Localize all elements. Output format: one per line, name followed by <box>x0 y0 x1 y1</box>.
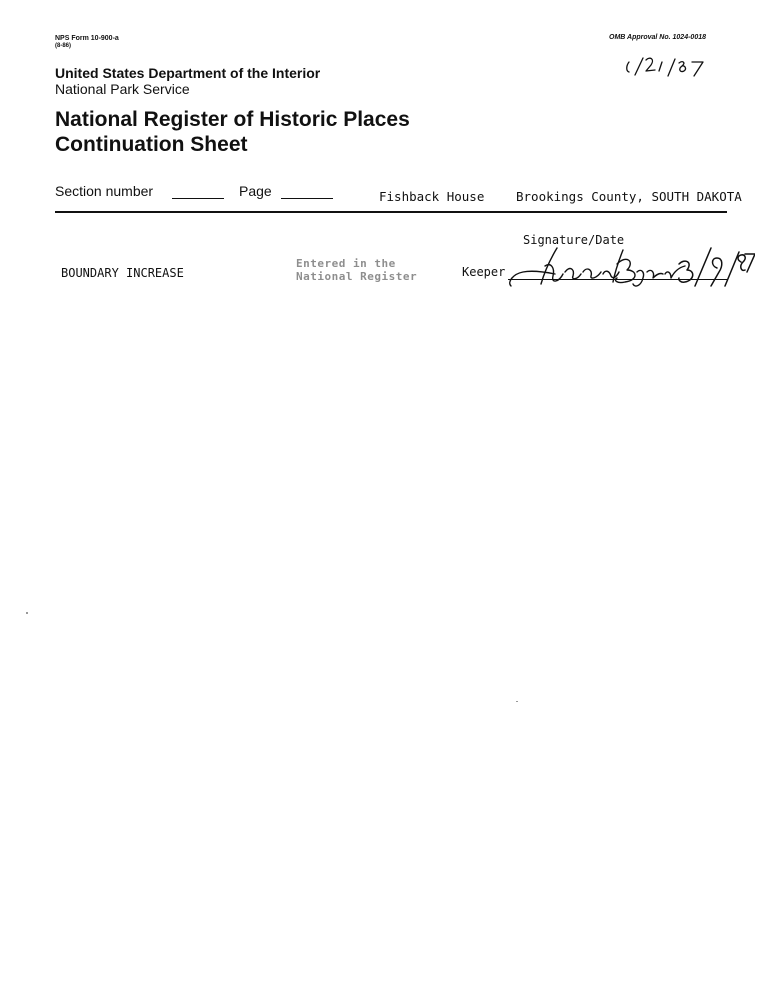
form-title-line2: Continuation Sheet <box>55 133 248 156</box>
stamp-line-2: National Register <box>296 270 418 283</box>
register-stamp <box>296 257 417 283</box>
signature-date-handwritten <box>679 248 755 286</box>
handwritten-date-annotation <box>622 50 712 82</box>
form-title-line1: National Register of Historic Places <box>55 108 410 131</box>
agency-heading: National Park Service <box>55 81 190 97</box>
page-label: Page <box>239 183 272 199</box>
scan-speck <box>26 612 28 614</box>
keeper-label: Keeper <box>462 265 506 279</box>
department-heading: United States Department of the Interior <box>55 65 321 81</box>
property-name: Fishback House <box>379 189 485 204</box>
stamp-line-1: Entered in the <box>296 257 396 270</box>
scan-speck <box>516 701 518 702</box>
keeper-signature <box>505 242 755 290</box>
boundary-increase-label: BOUNDARY INCREASE <box>61 266 184 280</box>
signature-date-label: Signature/Date <box>523 233 625 247</box>
section-number-label: Section number <box>55 183 154 199</box>
page-number-field <box>281 198 333 199</box>
form-revision: (8-86) <box>55 43 72 49</box>
form-number: NPS Form 10-900-a <box>55 35 119 42</box>
omb-approval-number: OMB Approval No. 1024-0018 <box>609 34 706 41</box>
header-divider <box>55 211 727 213</box>
county-state: Brookings County, SOUTH DAKOTA <box>516 189 742 204</box>
section-number-field <box>172 198 224 199</box>
